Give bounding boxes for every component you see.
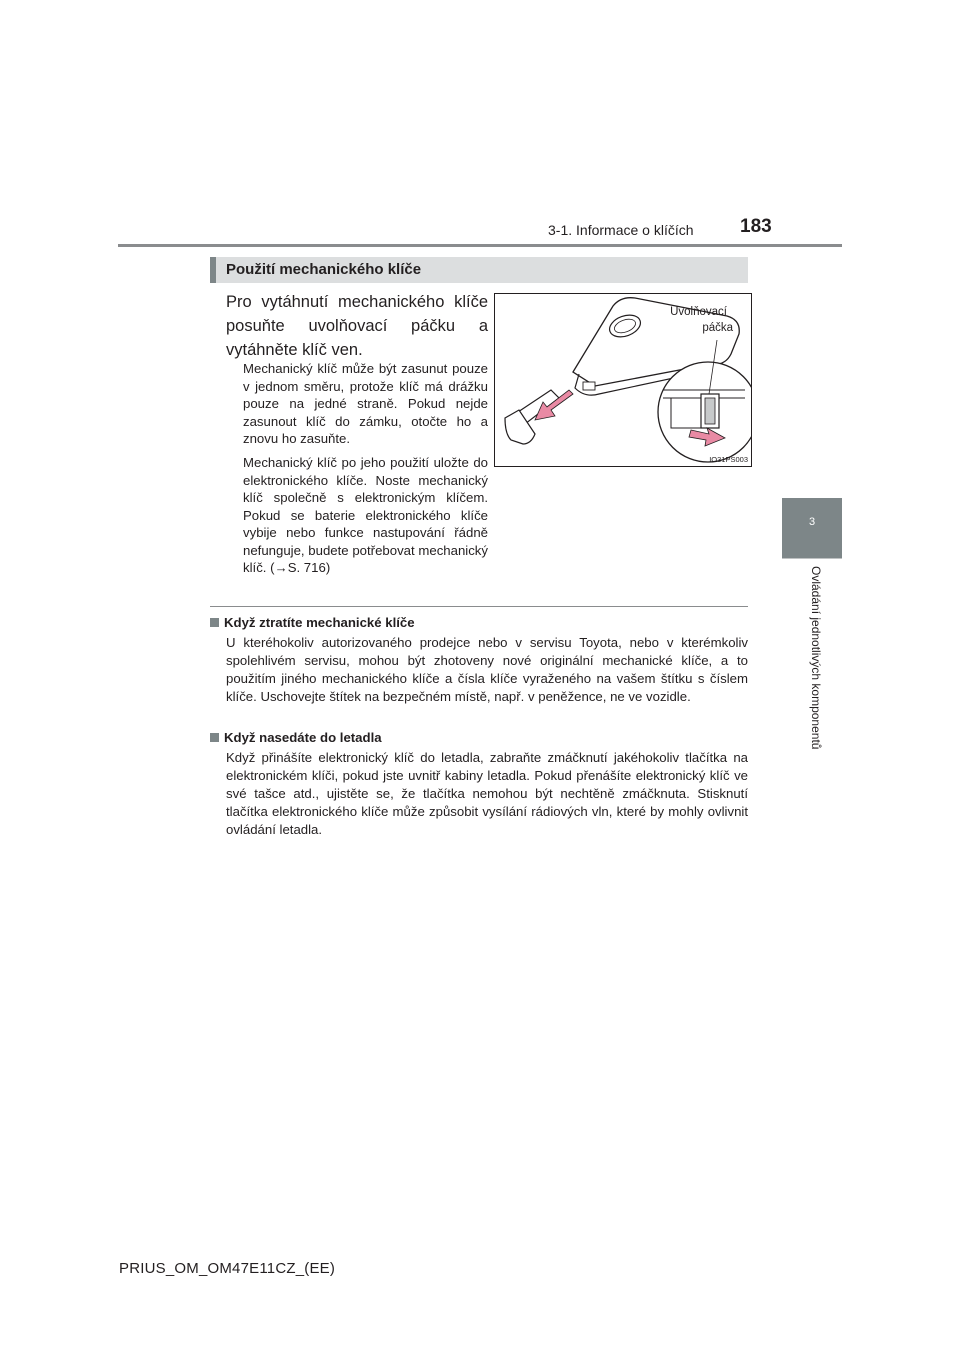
header-rule bbox=[118, 244, 842, 247]
info-title-2 bbox=[210, 730, 382, 745]
chapter-title: Ovládání jednotlivých komponentů bbox=[809, 566, 823, 750]
info-text-1: U kteréhokoliv autorizovaného prodejce nebo v servisu Toyota, nebo v kterémkoliv spolehlivém servisu, mohou být zhotoveny nové originální mechanické klíče, a to použitím jiného mechanického klíče a čísla klíče vyraženého na vašem štítku s číslem klíče. Uschovejte štítek na bezpečném místě, např. v peněžence, ne ve vozidle. bbox=[226, 635, 748, 704]
section-intro: Pro vytáhnutí mechanického klíče posuňte uvolňovací páčku a vytáhněte klíč ven. bbox=[226, 293, 488, 359]
callout-label-line1: Uvolňovací bbox=[670, 306, 727, 318]
detail-housing bbox=[671, 398, 703, 428]
running-header: 3-1. Informace o klíčích bbox=[548, 222, 694, 238]
lever-grip bbox=[705, 398, 715, 424]
info-title-1 bbox=[210, 615, 415, 630]
info-title-1-text: Když ztratíte mechanické klíče bbox=[224, 615, 415, 630]
key-slot bbox=[583, 382, 595, 390]
chapter-tab bbox=[782, 498, 842, 558]
note-text-1: Mechanický klíč může být zasunut pouze v jednom směru, protože klíč má drážku pouze na jedné straně. Pokud nejde zasunout klíč do zámku, otočte ho a znovu ho zasuňte. bbox=[243, 361, 488, 446]
figure-code: IO31PS003 bbox=[709, 455, 748, 464]
section-title: Použití mechanického klíče bbox=[226, 261, 422, 278]
chapter-title-vertical bbox=[801, 566, 823, 866]
chapter-number: 3 bbox=[808, 516, 816, 528]
callout-label-line2: páčka bbox=[702, 322, 733, 334]
section-divider bbox=[210, 606, 748, 607]
page-number: 183 bbox=[740, 216, 772, 237]
key-illustration bbox=[494, 293, 752, 467]
document-code: PRIUS_OM_OM47E11CZ_(EE) bbox=[119, 1260, 336, 1277]
info-text-2: Když přinášíte elektronický klíč do letadla, zabraňte zmáčknutí jakéhokoliv tlačítka na elektronickém klíči, pokud jste uvnitř kabiny letadla. Pokud přenášíte elektronický klíč ve své tašce atd., ujistěte se, že tlačítka nemohou být nechtěně zmáčknuta. Stisknutí tlačítka elektronického klíče může způsobit vysílání rádiových vln, které by mohly ovlivnit ovládání letadla. bbox=[226, 750, 748, 837]
section-heading-marker bbox=[210, 257, 216, 283]
square-bullet-icon bbox=[210, 733, 219, 742]
section-heading-bar bbox=[210, 257, 748, 283]
info-title-2-text: Když nasedáte do letadla bbox=[224, 730, 382, 745]
chapter-tab-rule bbox=[782, 558, 842, 559]
key-drawing bbox=[495, 294, 751, 466]
note-text-2: Mechanický klíč po jeho použití uložte do elektronického klíče. Noste mechanický klíč společně s elektronickým klíčem. Pokud se baterie elektronického klíče vybije nebo funkce nastupování řádně nefunguje, budete potřebovat mechanický klíč. (→S. 716) bbox=[243, 455, 488, 575]
square-bullet-icon bbox=[210, 618, 219, 627]
